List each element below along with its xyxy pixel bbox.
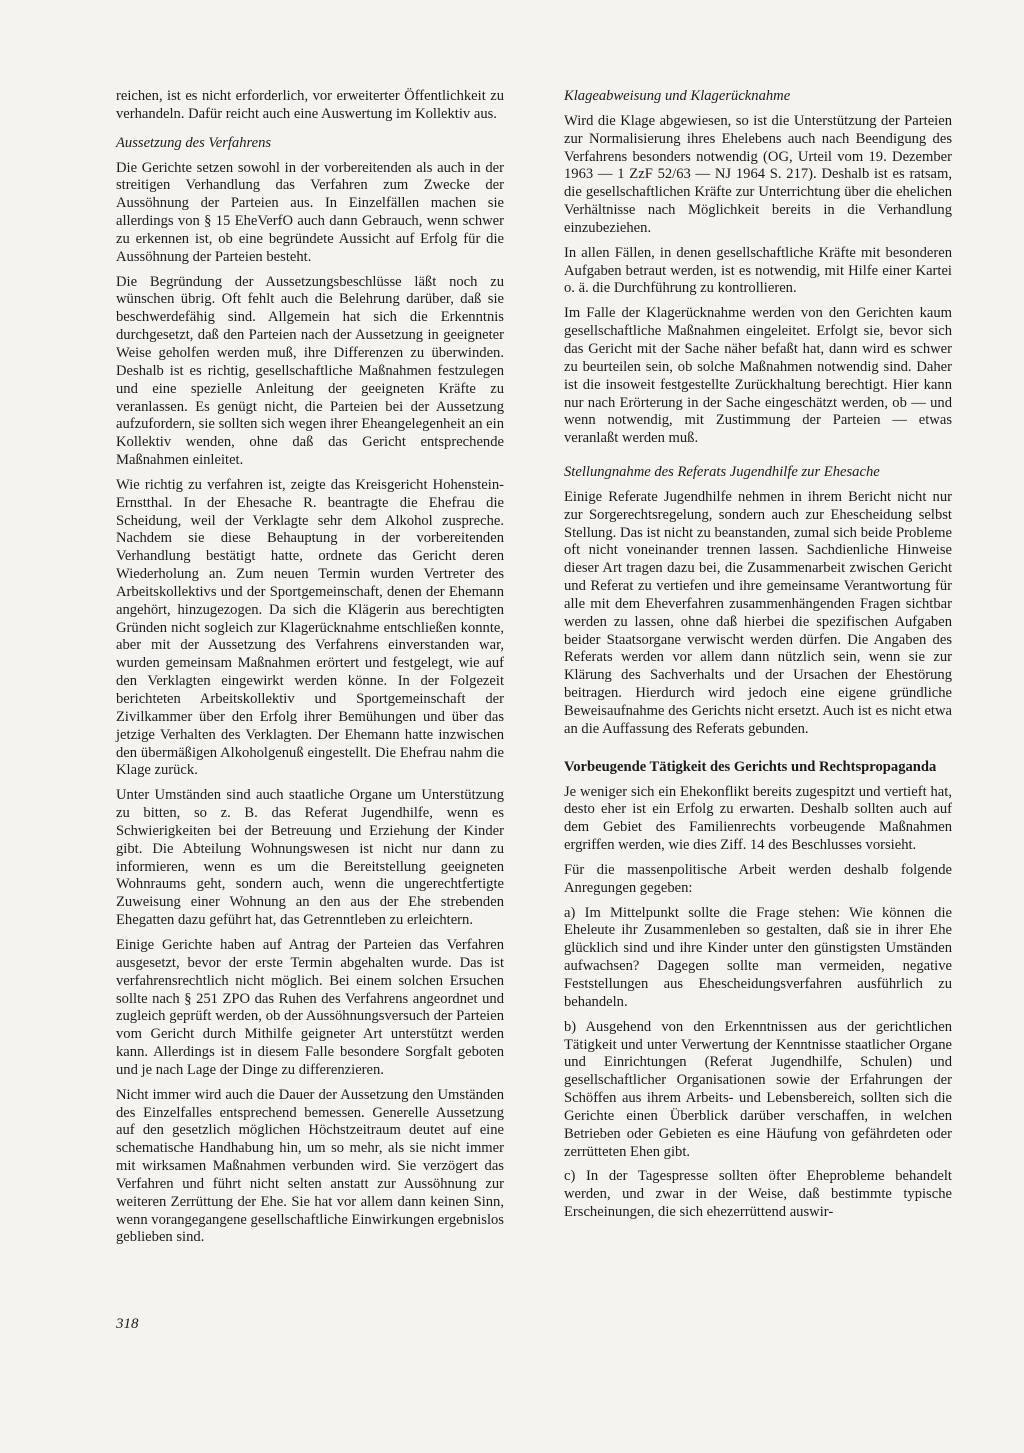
- paragraph: Unter Umständen sind auch staatliche Organe um Unterstützung zu bitten, so z. B. das Referat Jugendhilfe, wenn es Schwierigkeiten bei der Betreuung und Erziehung der Kinder gibt. Die Abteilung Wohnungswesen ist nicht nur dann zu informieren, wenn es um die Bereitstellung geeigneten Wohnraums geht, sondern auch, wenn die ungerechtfertigte Zuweisung einer Wohnung an den aus der Ehe strebenden Ehegatten dazu geführt hat, das Getrenntleben zu erleichtern.: [116, 787, 504, 929]
- right-column: [564, 88, 952, 1229]
- paragraph: In allen Fällen, in denen gesellschaftliche Kräfte mit besonderen Aufgaben betraut werden, ist es notwendig, mit Hilfe einer Kartei o. ä. die Durchführung zu kontrollieren.: [564, 244, 952, 297]
- section-heading: Klageabweisung und Klagerücknahme: [564, 88, 791, 104]
- paragraph: Die Begründung der Aussetzungsbeschlüsse läßt noch zu wünschen übrig. Oft fehlt auch die Belehrung darüber, daß sie beschwerdefähig sind. Allgemein hat sich die Erkenntnis durchgesetzt, daß den Parteien nach der Aussetzung in geeigneter Weise geholfen werden muß, ihre Differenzen zu überwinden. Deshalb ist es richtig, gesellschaftliche Maßnahmen festzulegen und eine spezielle Anleitung der geeigneten Kräfte zu veranlassen. Es genügt nicht, die Parteien bei der Aussetzung aufzufordern, sie sollten sich wegen ihrer Eheangelegenheit an ein Kollektiv wenden, ohne daß das Gericht entsprechende Maßnahmen einleitet.: [116, 273, 504, 469]
- paragraph: Einige Gerichte haben auf Antrag der Parteien das Verfahren ausgesetzt, bevor der erste Termin abgehalten wurde. Das ist verfahrensrechtlich nicht möglich. Bei einem solchen Ersuchen sollte nach § 251 ZPO das Ruhen des Verfahrens angeordnet und zugleich geprüft werden, ob der Aussöhnungsversuch der Parteien vom Gericht durch Mithilfe geigneter Art unterstützt werden kann. Allerdings ist in diesem Falle besondere Sorgfalt geboten und je nach Lage der Dinge zu differenzieren.: [116, 936, 504, 1078]
- list-item: a) Im Mittelpunkt sollte die Frage stehen: Wie können die Eheleute ihr Zusammenleben so gestalten, daß sie in ihrer Ehe glücklich sind und ihre Kinder unter den günstigsten Umständen aufwachsen? Dagegen sollte man vermeiden, negative Feststellungen aus Ehescheidungsverfahren ausführlich zu behandeln.: [564, 904, 952, 1010]
- paragraph: Im Falle der Klagerücknahme werden von den Gerichten kaum gesellschaftliche Maßnahmen eingeleitet. Erfolgt sie, bevor sich das Gericht mit der Sache näher befaßt hat, dann wird es schwer zu beurteilen sein, ob solche Maßnahmen notwendig sind. Daher ist die insoweit festgestellte Zurückhaltung berechtigt. Hier kann nur nach Erörterung in der Sache eingeschätzt werden, ob — und wenn notwendig, mit Zustimmung der Parteien — etwas veranlaßt werden muß.: [564, 305, 952, 447]
- paragraph: reichen, ist es nicht erforderlich, vor erweiterter Öffentlichkeit zu verhandeln. Dafür reicht auch eine Auswertung im Kollektiv aus.: [116, 88, 504, 122]
- paragraph: Wie richtig zu verfahren ist, zeigte das Kreisgericht Hohenstein-Ernstthal. In der Ehesache R. beantragte die Ehefrau die Scheidung, weil der Verklagte sehr dem Alkohol zuspreche. Nachdem sie diese Behauptung in der vorbereitenden Verhandlung bestätigt hatte, ordnete das Gericht deren Wiederholung an. Zum neuen Termin wurden Vertreter des Arbeitskollektivs und der Sportgemeinschaft, denen der Ehemann angehört, hinzugezogen. Da sich die Klägerin aus berechtigten Gründen nicht sogleich zur Klagerücknahme entschließen konnte, aber mit der Aussetzung des Verfahrens einverstanden war, wurden gemeinsam Maßnahmen erörtert und festgelegt, wie auf den Verklagten eingewirkt werden könne. In der Folgezeit berichteten Arbeitskollektiv und Sportgemeinschaft der Zivilkammer über den Erfolg ihrer Bemühungen und über das jetzige Verhalten des Verklagten. Der Ehemann hatte inzwischen den übermäßigen Alkoholgenuß eingestellt. Die Ehefrau nahm die Klage zurück.: [116, 476, 504, 779]
- left-column: [116, 88, 504, 1254]
- page-number: 318: [116, 1316, 139, 1332]
- paragraph: Die Gerichte setzen sowohl in der vorbereitenden als auch in der streitigen Verhandlung das Verfahren zum Zwecke der Aussöhnung der Parteien aus. In Einzelfällen machen sie allerdings von § 15 EheVerfO auch dann Gebrauch, wenn schwer zu erkennen ist, ob eine begründete Aussicht auf Erfolg für die Aussöhnung der Parteien besteht.: [116, 159, 504, 265]
- paragraph: Einige Referate Jugendhilfe nehmen in ihrem Bericht nicht nur zur Sorgerechtsregelung, sondern auch zur Ehescheidung selbst Stellung. Das ist nicht zu beanstanden, zumal sich beide Probleme oft nicht voneinander trennen lassen. Sachdienliche Hinweise dieser Art tragen dazu bei, die Zusammenarbeit zwischen Gericht und Referat zu vertiefen und ihre gemeinsame Verantwortung für alle mit dem Eheverfahren zusammenhängenden Fragen sichtbar werden zu lassen, ohne daß hierbei die spezifischen Aufgaben beider Staatsorgane verwischt werden dürfen. Die Angaben des Referats werden vor allem dann nützlich sein, wenn sie zur Klärung des Sachverhalts und der Ursachen der Ehestörung beitragen. Hierdurch wird jedoch eine eigene gründliche Beweisaufnahme des Gerichts nicht ersetzt. Auch ist es nicht etwa an die Auffassung des Referats gebunden.: [564, 488, 952, 737]
- list-item: c) In der Tagespresse sollten öfter Eheprobleme behandelt werden, und zwar in der Weise, daß bestimmte typische Erscheinungen, die sich ehezerrüttend auswir-: [564, 1168, 952, 1221]
- section-heading: Stellungnahme des Referats Jugendhilfe zur Ehesache: [564, 464, 880, 481]
- paragraph: Wird die Klage abgewiesen, so ist die Unterstützung der Parteien zur Normalisierung ihres Ehelebens auch nach Beendigung des Verfahrens besonders notwendig (OG, Urteil vom 19. Dezember 1963 — 1 ZzF 52/63 — NJ 1964 S. 217). Deshalb ist es ratsam, die gesellschaftlichen Kräfte zur Unterrichtung über die ehelichen Verhältnisse nach Möglichkeit bereits in die Verhandlung einzubeziehen.: [564, 112, 952, 236]
- paragraph: Nicht immer wird auch die Dauer der Aussetzung den Umständen des Einzelfalles entsprechend bemessen. Generelle Aussetzung auf den gesetzlich möglichen Höchstzeitraum deutet auf eine schematische Handhabung hin, um so mehr, als sie nicht immer mit wirksamen Maßnahmen verbunden wird. Sie verzögert das Verfahren und führt nicht selten anstatt zur Aussöhnung zur weiteren Zerrüttung der Ehe. Sie hat vor allem dann keinen Sinn, wenn vorangegangene gesellschaftliche Einwirkungen ergebnislos geblieben sind.: [116, 1086, 504, 1246]
- list-item: b) Ausgehend von den Erkenntnissen aus der gerichtlichen Tätigkeit und unter Verwertung der Kenntnisse staatlicher Organe und Einrichtungen (Referat Jugendhilfe, Schulen) und gesellschaftlicher Organisationen sowie der Erfahrungen der Schöffen aus ihrem Arbeits- und Lebensbereich, sollten sich die Gerichte einen Überblick darüber verschaffen, in welchen Betrieben oder Gebieten es eine Häufung von gefährdeten oder zerrütteten Ehen gibt.: [564, 1018, 952, 1160]
- paragraph: Für die massenpolitische Arbeit werden deshalb folgende Anregungen gegeben:: [564, 861, 952, 896]
- paragraph: Je weniger sich ein Ehekonflikt bereits zugespitzt und vertieft hat, desto eher ist ein Erfolg zu erwarten. Deshalb sollten auch auf dem Gebiet des Familienrechts vorbeugende Maßnahmen ergriffen werden, wie dies Ziff. 14 des Beschlusses vorsieht.: [564, 783, 952, 854]
- section-heading: Aussetzung des Verfahrens: [116, 134, 272, 151]
- section-heading-bold: Vorbeugende Tätigkeit des Gerichts und Rechtspropaganda: [564, 758, 937, 775]
